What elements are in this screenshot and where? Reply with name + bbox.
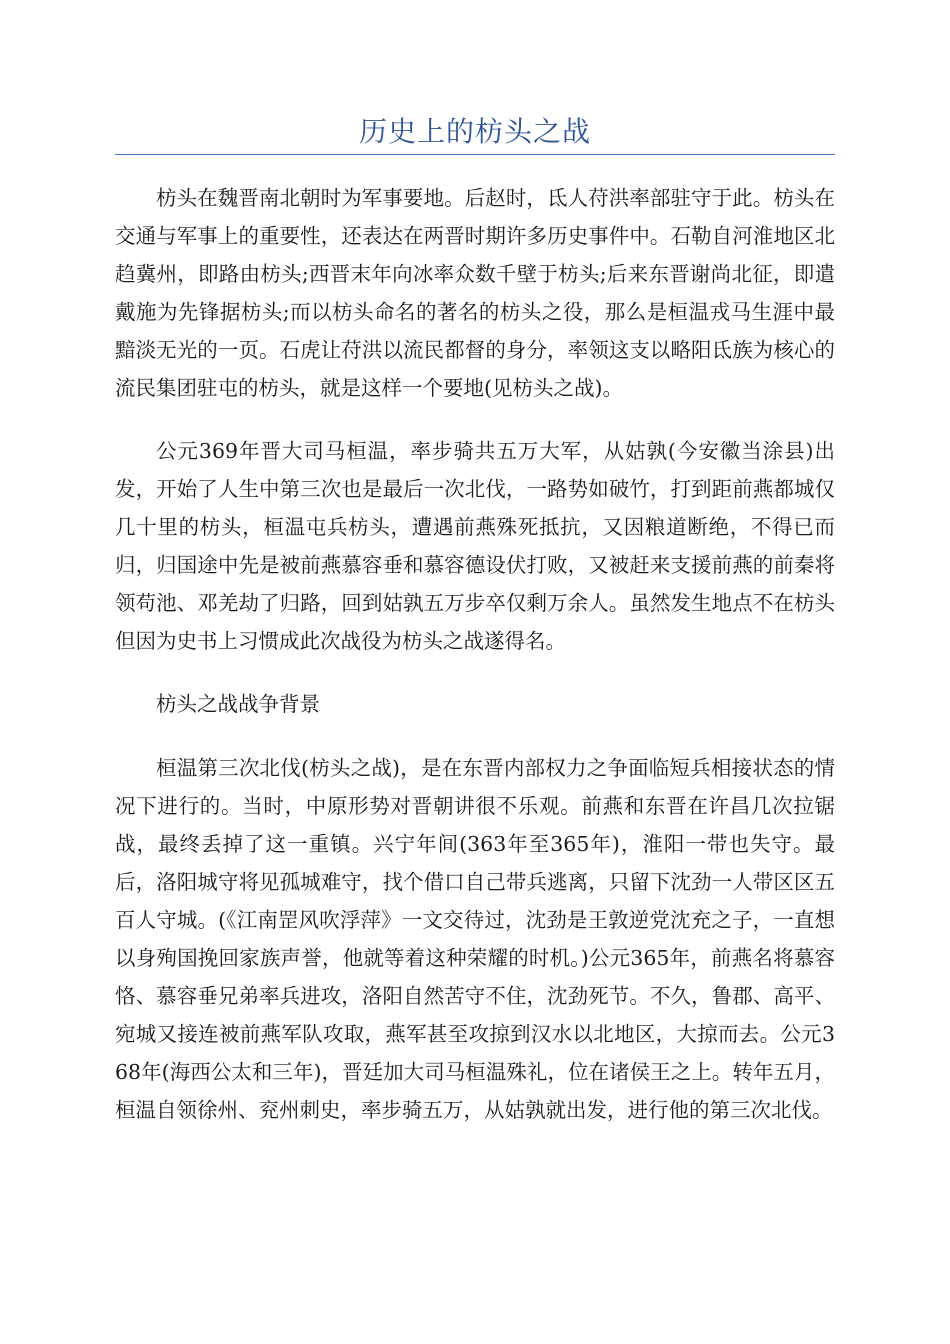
section-heading-war-background: 枋头之战战争背景 (156, 692, 320, 716)
paragraph-fangtou-strategic-importance: 枋头在魏晋南北朝时为军事要地。后赵时，氐人苻洪率部驻守于此。枋头在交通与军事上的重要性，还表达在两晋时期许多历史事件中。石勒自河淮地区北趋冀州，即路由枋头;西晋末年向冰率众数千壁于枋头;后来东晋谢尚北征，即遣戴施为先锋据枋头;而以枋头命名的著名的枋头之役，那么是桓温戎马生涯中最黯淡无光的一页。石虎让苻洪以流民都督的身分，率领这支以略阳氐族为核心的流民集团驻屯的枋头，就是这样一个要地(见枋头之战)。 (115, 186, 835, 400)
title-underline (115, 154, 835, 155)
document-page (115, 0, 835, 1154)
document-body (115, 179, 835, 1129)
paragraph-war-background: 桓温第三次北伐(枋头之战)，是在东晋内部权力之争面临短兵相接状态的情况下进行的。当时，中原形势对晋朝讲很不乐观。前燕和东晋在许昌几次拉锯战，最终丢掉了这一重镇。兴宁年间(363年至365年)，淮阳一带也失守。最后，洛阳城守将见孤城难守，找个借口自己带兵逃离，只留下沈劲一人带区区五百人守城。(《江南罡风吹浮萍》一文交待过，沈劲是王敦逆党沈充之子，一直想以身殉国挽回家族声誉，他就等着这种荣耀的时机。)公元365年，前燕名将慕容恪、慕容垂兄弟率兵进攻，洛阳自然苦守不住，沈劲死节。不久，鲁郡、高平、宛城又接连被前燕军队攻取，燕军甚至攻掠到汉水以北地区，大掠而去。公元368年(海西公太和三年)，晋廷加大司马桓温殊礼，位在诸侯王之上。转年五月，桓温自领徐州、兖州刺史，率步骑五万，从姑孰就出发，进行他的第三次北伐。 (115, 756, 835, 1122)
document-title: 历史上的枋头之战 (358, 115, 591, 148)
paragraph-huan-wen-third-expedition: 公元369年晋大司马桓温，率步骑共五万大军，从姑孰(今安徽当涂县)出发，开始了人生中第三次也是最后一次北伐，一路势如破竹，打到距前燕都城仅几十里的枋头，桓温屯兵枋头，遭遇前燕殊死抵抗，又因粮道断绝，不得已而归，归国途中先是被前燕慕容垂和慕容德设伏打败，又被赶来支援前燕的前秦将领苟池、邓羌劫了归路，回到姑孰五万步卒仅剩万余人。虽然发生地点不在枋头但因为史书上习惯成此次战役为枋头之战遂得名。 (115, 439, 835, 653)
